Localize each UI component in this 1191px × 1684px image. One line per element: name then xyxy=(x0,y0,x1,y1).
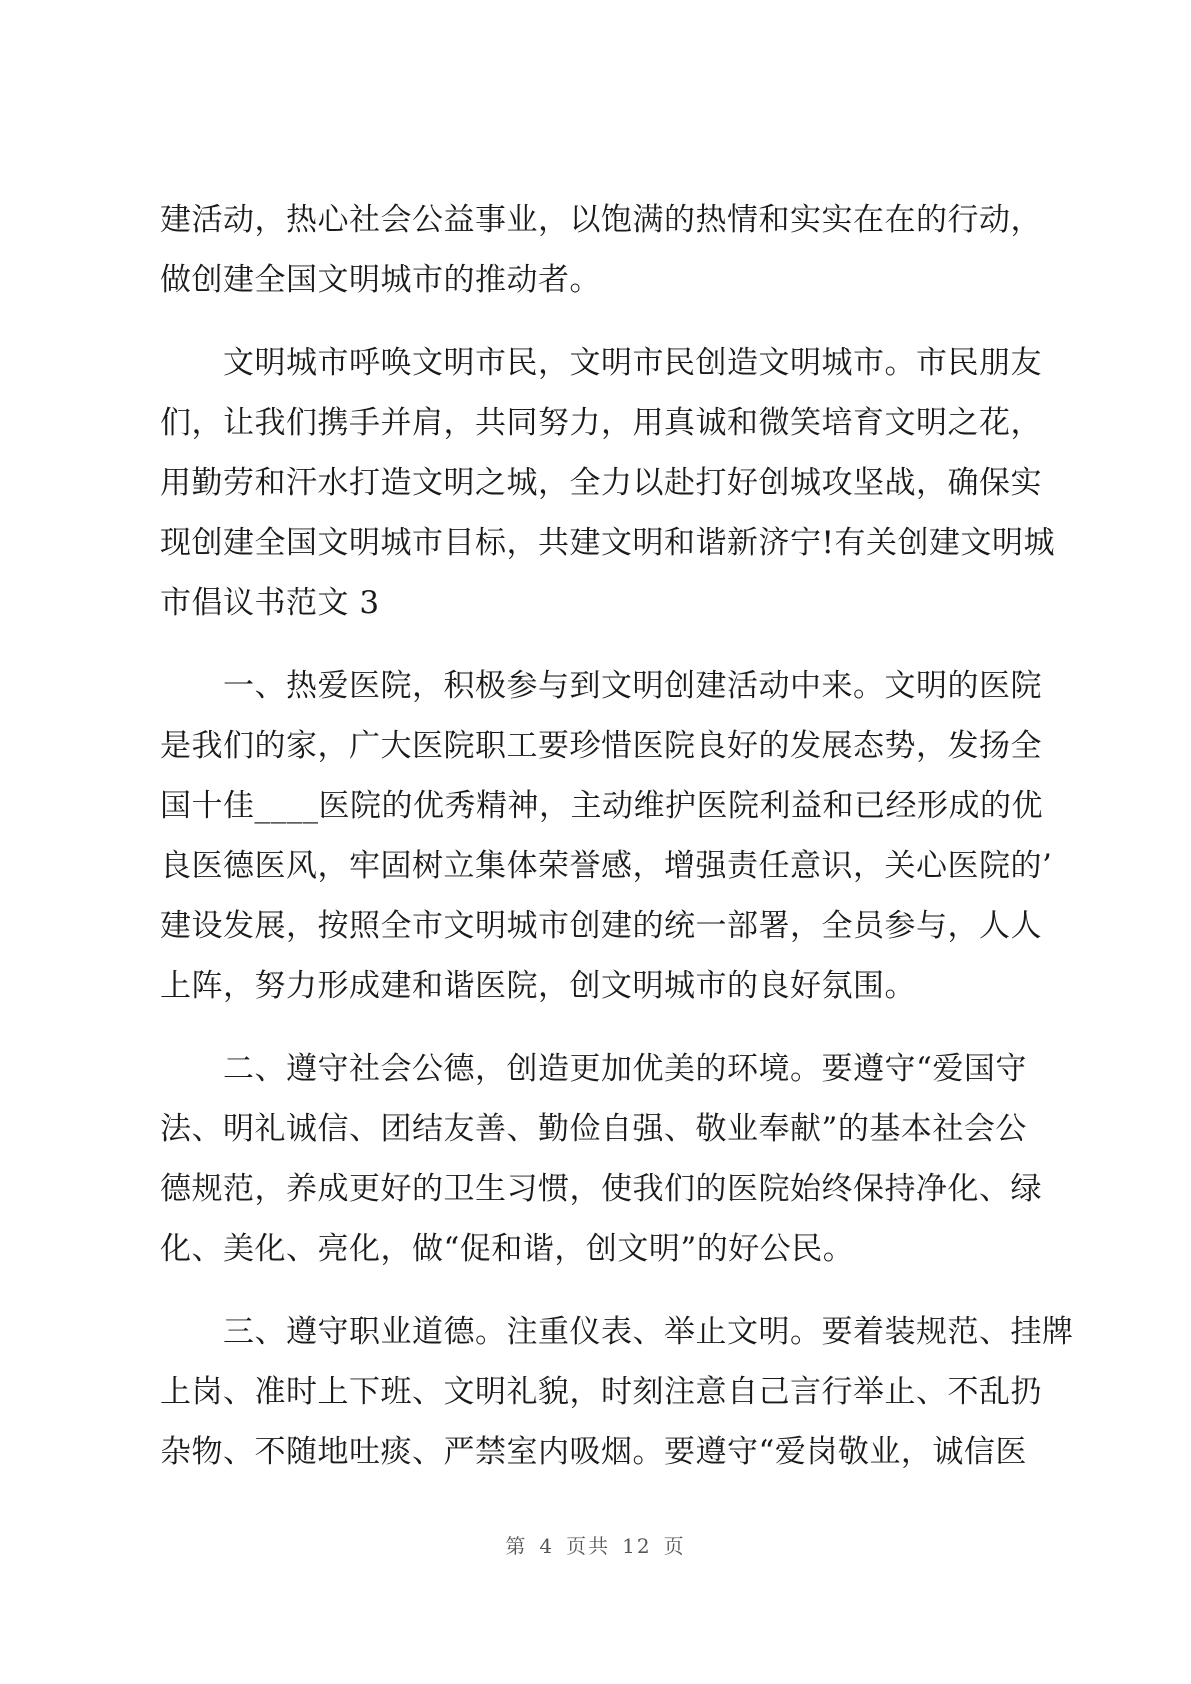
text-line: 三、遵守职业道德。注重仪表、举止文明。要着装规范、挂牌 xyxy=(160,1314,1074,1350)
footer-mid: 页共 xyxy=(566,1534,611,1558)
text-line: 二、遵守社会公德，创造更加优美的环境。要遵守“爱国守 xyxy=(160,1051,1027,1087)
current-page-number: 4 xyxy=(539,1534,555,1558)
text-line: 做创建全国文明城市的推动者。 xyxy=(160,262,601,298)
text-line: 化、美化、亮化，做“促和谐，创文明”的好公民。 xyxy=(160,1231,855,1267)
text-line: 文明城市呼唤文明市民，文明市民创造文明城市。市民朋友 xyxy=(160,345,1042,381)
text-line: 一、热爱医院，积极参与到文明创建活动中来。文明的医院 xyxy=(160,668,1042,704)
text-line: 国十佳____医院的优秀精神，主动维护医院利益和已经形成的优 xyxy=(160,788,1043,824)
text-line: 良医德医风，牢固树立集体荣誉感，增强责任意识，关心医院的’ xyxy=(160,848,1053,884)
text-line: 上岗、准时上下班、文明礼貌，时刻注意自己言行举止、不乱扔 xyxy=(160,1374,1042,1410)
footer-suffix: 页 xyxy=(663,1534,686,1558)
text-line: 德规范，养成更好的卫生习惯，使我们的医院始终保持净化、绿 xyxy=(160,1171,1042,1207)
text-line: 上阵，努力形成建和谐医院，创文明城市的良好氛围。 xyxy=(160,968,916,1004)
text-line: 建设发展，按照全市文明城市创建的统一部署，全员参与，人人 xyxy=(160,908,1042,944)
text-line: 现创建全国文明城市目标，共建文明和谐新济宁!有关创建文明城 xyxy=(160,525,1055,561)
text-line: 们，让我们携手并肩，共同努力，用真诚和微笑培育文明之花， xyxy=(160,405,1042,441)
text-line: 用勤劳和汗水打造文明之城，全力以赴打好创城攻坚战，确保实 xyxy=(160,465,1042,501)
total-page-count: 12 xyxy=(622,1534,652,1558)
text-line: 市倡议书范文 3 xyxy=(160,585,380,621)
footer-prefix: 第 xyxy=(505,1534,528,1558)
text-line: 建活动，热心社会公益事业，以饱满的热情和实实在在的行动， xyxy=(160,202,1042,238)
page-footer xyxy=(0,1530,1191,1559)
text-line: 杂物、不随地吐痰、严禁室内吸烟。要遵守“爱岗敬业，诚信医 xyxy=(160,1434,1027,1470)
text-line: 是我们的家，广大医院职工要珍惜医院良好的发展态势，发扬全 xyxy=(160,728,1042,764)
text-line: 法、明礼诚信、团结友善、勤俭自强、敬业奉献”的基本社会公 xyxy=(160,1111,1027,1147)
